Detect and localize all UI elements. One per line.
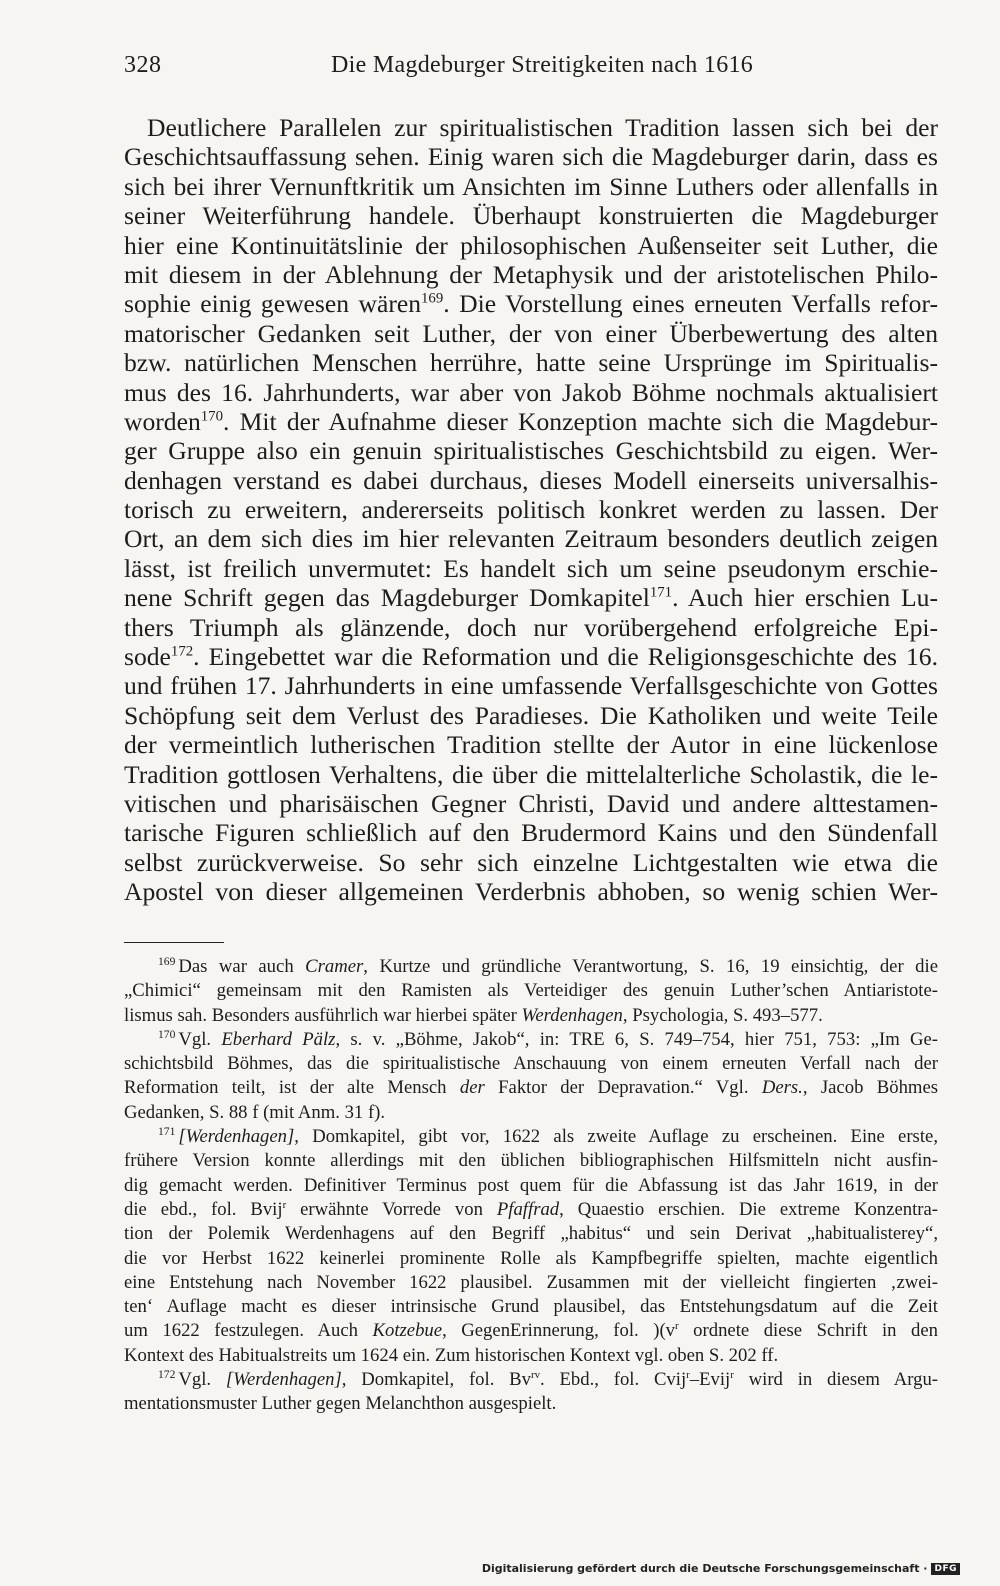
body-line: nene Schrift gegen das Magdeburger Domkapitel$^{171}$. Auch hier erschien Lu- bbox=[124, 583, 938, 613]
footnote-marker: 169 bbox=[421, 290, 444, 307]
dfg-logo: DFG bbox=[931, 1563, 960, 1575]
footnote-line: lismus sah. Besonders ausführlich war hierbei später Werdenhagen, Psychologia, S. 493–577. bbox=[124, 1004, 823, 1026]
footnote-marker: 171 bbox=[649, 584, 673, 601]
footnote-line: $^{169}$ Das war auch Cramer, Kurtze und gründliche Verantwortung, S. 16, 19 einsichtig, der die bbox=[158, 955, 938, 977]
body-line: hier eine Kontinuitätslinie der philosophischen Außenseiter seit Luther, die bbox=[124, 230, 938, 260]
footnote-number: 171 bbox=[158, 1125, 176, 1138]
body-line: bzw. natürlichen Menschen herrühre, hatte seine Ursprünge im Spiritualis- bbox=[124, 348, 938, 378]
body-line: mus des 16. Jahrhunderts, war aber von Jakob Böhme nochmals aktualisiert bbox=[124, 377, 938, 407]
page-number: 328 bbox=[124, 52, 162, 78]
footnote-line: frühere Version konnte allerdings mit den üblichen bibliographischen Hilfsmitteln nicht ausfin- bbox=[124, 1150, 938, 1172]
footnote-number: 169 bbox=[158, 955, 176, 968]
body-line: Deutlichere Parallelen zur spiritualistischen Tradition lassen sich bei der bbox=[147, 113, 938, 142]
footnote-170 bbox=[124, 1028, 938, 1125]
body-line: sich bei ihrer Vernunftkritik um Ansichten im Sinne Luthers oder allenfalls in bbox=[124, 171, 938, 201]
footnote-line: schichtsbild Böhmes, das die spiritualistische Anschauung von einem erneuten Verfall nach der bbox=[124, 1053, 938, 1075]
credit-text: Digitalisierung gefördert durch die Deutsche Forschungsgemeinschaft · bbox=[481, 1562, 928, 1575]
footnote-line: Gedanken, S. 88 f (mit Anm. 31 f). bbox=[124, 1101, 386, 1123]
running-head: Die Magdeburger Streitigkeiten nach 1616 bbox=[331, 52, 754, 78]
footnote-line: tion der Polemik Werdenhagens auf den Begriff „habitus“ und sein Derivat „habitualisterey“, bbox=[124, 1223, 938, 1245]
footnote-line: eine Entstehung nach November 1622 plausibel. Zusammen mit der vielleicht fingierten ‚zwei- bbox=[124, 1271, 938, 1293]
footnote-169 bbox=[124, 955, 938, 1028]
body-line: ger Gruppe also ein genuin spiritualistisches Geschichtsbild zu eigen. Wer- bbox=[124, 436, 938, 466]
footnote-number: 170 bbox=[158, 1027, 176, 1041]
footnote-number: 172 bbox=[158, 1368, 176, 1381]
footnote-marker: 172 bbox=[170, 643, 194, 660]
footnote-line: $^{170}$ Vgl. Eberhard Pälz, s. v. „Böhme, Jakob“, in: TRE 6, S. 749–754, hier 751, 753: „Im Ge- bbox=[158, 1027, 938, 1050]
footnote-line: $^{172}$ Vgl. [Werdenhagen], Domkapitel, fol. $Bv^{rv}$. Ebd., fol. Cvij$^r$–Evij$^r$ wird in diesem Argu- bbox=[158, 1368, 938, 1391]
body-line: worden$^{170}$. Mit der Aufnahme dieser Konzeption machte sich die Magdebur- bbox=[124, 406, 938, 436]
body-line: und frühen 17. Jahrhunderts in eine umfassende Verfallsgeschichte von Gottes bbox=[124, 671, 938, 701]
footnote-line: dig gemacht werden. Definitiver Terminus post quem für die Abfassung ist das Jahr 1619, in der bbox=[124, 1174, 938, 1196]
footnote-line: $^{171}$ [Werdenhagen], Domkapitel, gibt vor, 1622 als zweite Auflage zu erscheinen. Eine erste, bbox=[158, 1125, 938, 1148]
body-line: Ort, an dem sich dies im hier relevanten Zeitraum besonders deutlich zeigen bbox=[124, 524, 938, 554]
body-line: sophie einig gewesen wären$^{169}$. Die Vorstellung eines erneuten Verfalls refor- bbox=[124, 289, 938, 319]
footnote-171 bbox=[124, 1125, 938, 1368]
footnote-line: „Chimici“ gemeinsam mit den Ramisten als Verteidiger des genuin Luther’schen Antiaristote- bbox=[124, 980, 938, 1002]
footnote-line: die ebd., fol. Bvij$^r$ erwähnte Vorrede von Pfaffrad, Quaestio erschien. Die extreme Konzentra- bbox=[124, 1198, 938, 1220]
body-line: Geschichtsauffassung sehen. Einig waren sich die Magdeburger darin, dass es bbox=[124, 142, 938, 172]
body-line: mit diesem in der Ablehnung der Metaphysik und der aristotelischen Philo- bbox=[124, 259, 938, 289]
body-line: vitischen und pharisäischen Gegner Christi, David und andere alttestamen- bbox=[124, 788, 938, 818]
footnote-line: Kontext des Habitualstreits um 1624 ein. Zum historischen Kontext vgl. oben S. 202 ff. bbox=[124, 1344, 779, 1366]
footnote-line: die vor Herbst 1622 keinerlei prominente Rolle als Kampfbegriffe spielten, machte eigentlich bbox=[124, 1247, 938, 1269]
body-line: matorischer Gedanken seit Luther, der von einer Überbewertung des alten bbox=[124, 318, 938, 348]
body-line: sode$^{172}$. Eingebettet war die Reformation und die Religionsgeschichte des 16. bbox=[124, 642, 938, 672]
footnote-marker: 170 bbox=[200, 408, 224, 425]
body-line: thers Triumph als glänzende, doch nur vorübergehend erfolgreiche Epi- bbox=[124, 612, 938, 642]
body-text bbox=[124, 113, 938, 907]
body-line: Tradition gottlosen Verhaltens, die über die mittelalterliche Scholastik, die le- bbox=[124, 759, 938, 789]
footnote-line: ten‘ Auflage macht es dieser intrinsische Grund plausibel, das Entstehungsdatum auf die Zeit bbox=[124, 1296, 938, 1318]
body-line: der vermeintlich lutherischen Tradition stellte der Autor in eine lückenlose bbox=[124, 730, 938, 760]
body-line: lässt, ist freilich unvermutet: Es handelt sich um seine pseudonym erschie- bbox=[124, 553, 938, 583]
body-line: torisch zu erweitern, andererseits politisch konkret werden zu lassen. Der bbox=[124, 495, 938, 525]
body-line: tarische Figuren schließlich auf den Brudermord Kains und den Sündenfall bbox=[124, 818, 938, 848]
body-line: Apostel von dieser allgemeinen Verderbnis abhoben, so wenig schien Wer- bbox=[124, 877, 938, 907]
footnote-line: mentationsmuster Luther gegen Melanchthon ausgespielt. bbox=[124, 1393, 557, 1415]
body-line: Schöpfung seit dem Verlust des Paradieses. Die Katholiken und weite Teile bbox=[124, 700, 938, 730]
footnote-line: Reformation teilt, ist der alte Mensch der Faktor der Depravation.“ Vgl. Ders., Jacob Böhmes bbox=[124, 1077, 938, 1099]
footnotes bbox=[124, 955, 938, 1417]
footnote-rule bbox=[124, 942, 224, 943]
digitization-credit bbox=[482, 1562, 960, 1575]
footnote-172 bbox=[124, 1368, 938, 1417]
footnote-line: um 1622 festzulegen. Auch Kotzebue, GegenErinnerung, fol. )($v^r$ ordnete diese Schrift in den bbox=[124, 1320, 938, 1342]
body-line: selbst zurückverweise. So sehr sich einzelne Lichtgestalten wie etwa die bbox=[124, 847, 938, 877]
body-line: seiner Weiterführung handele. Überhaupt konstruierten die Magdeburger bbox=[124, 201, 938, 231]
body-line: denhagen verstand es dabei durchaus, dieses Modell einerseits universalhis- bbox=[124, 465, 938, 495]
